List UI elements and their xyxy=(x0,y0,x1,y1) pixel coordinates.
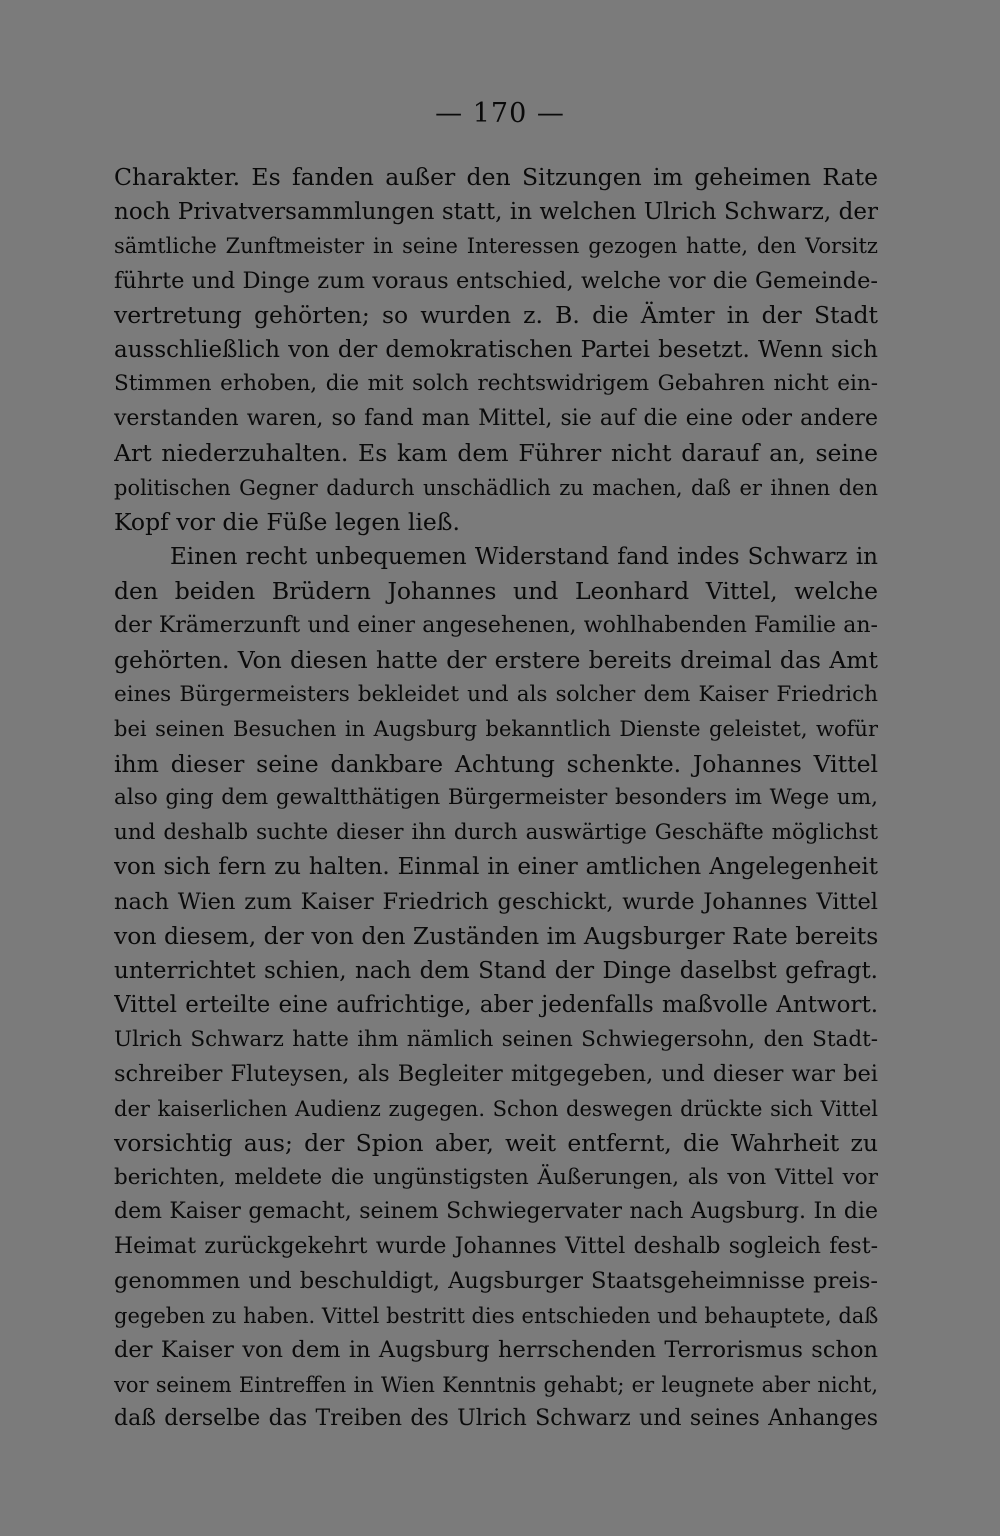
text-line: schreiber Fluteysen, als Begleiter mitgegeben, und dieser war bei xyxy=(114,1061,878,1087)
text-line: bei seinen Besuchen in Augsburg bekanntlich Dienste geleistet, wofür xyxy=(114,717,878,741)
text-line: vertretung gehörten; so wurden z. B. die Ämter in der Stadt xyxy=(114,301,878,329)
text-line: führte und Dinge zum voraus entschied, welche vor die Gemeinde- xyxy=(114,267,878,294)
text-line: von diesem, der von den Zuständen im Augsburger Rate bereits xyxy=(114,922,878,950)
text-line: Ulrich Schwarz hatte ihm nämlich seinen Schwiegersohn, den Stadt- xyxy=(114,1026,878,1052)
text-line: Kopf vor die Füße legen ließ. xyxy=(114,508,460,536)
text-line: Heimat zurückgekehrt wurde Johannes Vittel deshalb sogleich fest- xyxy=(114,1233,878,1259)
page-number: — 170 — xyxy=(435,98,565,129)
text-line: und deshalb suchte dieser ihn durch auswärtige Geschäfte möglichst xyxy=(114,819,878,845)
text-line: ausschließlich von der demokratischen Partei besetzt. Wenn sich xyxy=(114,336,878,363)
text-line: Charakter. Es fanden außer den Sitzungen im geheimen Rate xyxy=(114,163,878,191)
text-line: vorsichtig aus; der Spion aber, weit entfernt, die Wahrheit zu xyxy=(114,1129,878,1157)
text-line: der Kaiser von dem in Augsburg herrschenden Terrorismus schon xyxy=(114,1337,878,1363)
text-line: politischen Gegner dadurch unschädlich zu machen, daß er ihnen den xyxy=(114,475,878,500)
text-line: ihm dieser seine dankbare Achtung schenkte. Johannes Vittel xyxy=(114,749,878,778)
text-line: von sich fern zu halten. Einmal in einer amtlichen Angelegenheit xyxy=(114,854,878,880)
text-line: den beiden Brüdern Johannes und Leonhard Vittel, welche xyxy=(114,577,878,605)
text-line: Stimmen erhoben, die mit solch rechtswidrigem Gebahren nicht ein- xyxy=(114,371,878,396)
text-line: daß derselbe das Treiben des Ulrich Schwarz und seines Anhanges xyxy=(114,1406,878,1431)
text-line: eines Bürgermeisters bekleidet und als solcher dem Kaiser Friedrich xyxy=(114,681,878,707)
text-line: dem Kaiser gemacht, seinem Schwiegervater nach Augsburg. In die xyxy=(114,1199,878,1224)
text-line: genommen und beschuldigt, Augsburger Staatsgeheimnisse preis- xyxy=(114,1268,878,1294)
text-line: unterrichtet schien, nach dem Stand der Dinge daselbst gefragt. xyxy=(114,957,878,984)
text-line: der kaiserlichen Audienz zugegen. Schon deswegen drückte sich Vittel xyxy=(114,1096,878,1121)
text-line: berichten, meldete die ungünstigsten Äußerungen, als von Vittel vor xyxy=(114,1164,878,1190)
text-line: nach Wien zum Kaiser Friedrich geschickt, wurde Johannes Vittel xyxy=(114,888,878,915)
text-line: noch Privatversammlungen statt, in welchen Ulrich Schwarz, der xyxy=(114,198,878,225)
text-line: vor seinem Eintreffen in Wien Kenntnis gehabt; er leugnete aber nicht, xyxy=(114,1372,878,1397)
text-line: Einen recht unbequemen Widerstand fand indes Schwarz in xyxy=(170,543,878,570)
body-text xyxy=(114,160,878,1437)
text-line: gegeben zu haben. Vittel bestritt dies entschieden und behauptete, daß xyxy=(114,1303,878,1328)
text-line: Art niederzuhalten. Es kam dem Führer nicht darauf an, seine xyxy=(114,439,878,467)
text-line: gehörten. Von diesen hatte der erstere bereits dreimal das Amt xyxy=(114,646,878,674)
text-line: sämtliche Zunftmeister in seine Interessen gezogen hatte, den Vorsitz xyxy=(114,234,878,258)
text-line: Vittel erteilte eine aufrichtige, aber jedenfalls maßvolle Antwort. xyxy=(114,992,878,1018)
text-line: der Krämerzunft und einer angesehenen, wohlhabenden Familie an- xyxy=(114,612,878,638)
text-line: verstanden waren, so fand man Mittel, sie auf die eine oder andere xyxy=(114,405,878,431)
text-line: also ging dem gewaltthätigen Bürgermeister besonders im Wege um, xyxy=(114,785,878,810)
